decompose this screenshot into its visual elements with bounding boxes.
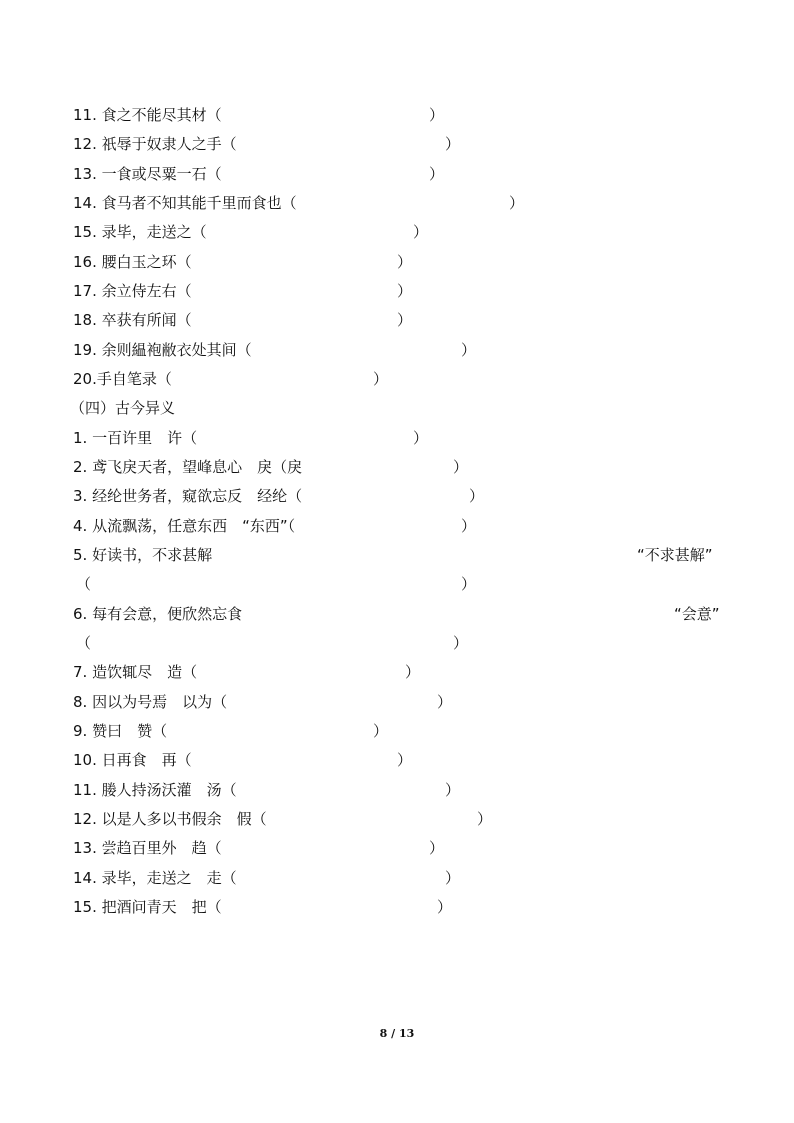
item-text: 15. 录毕，走送之（: [73, 223, 207, 241]
item-text: 14. 食马者不知其能千里而食也（: [73, 194, 297, 212]
item-open-paren: （: [76, 634, 92, 652]
item-close-paren: ）: [437, 898, 453, 916]
item-close-paren: ）: [461, 517, 477, 535]
item-close-paren: ）: [445, 869, 461, 887]
item-close-paren: ）: [429, 106, 445, 124]
item-text: 14. 录毕，走送之 走（: [73, 869, 237, 887]
item-close-paren: ）: [397, 282, 413, 300]
item-text: 11. 食之不能尽其材（: [73, 106, 222, 124]
item-text: 5. 好读书，不求甚解: [73, 546, 213, 564]
item-text: 6. 每有会意，便欣然忘食: [73, 605, 243, 623]
item-text: 4. 从流飘荡，任意东西 “东西”（: [73, 517, 296, 535]
item-text: 12. 以是人多以书假余 假（: [73, 810, 267, 828]
item-close-paren: ）: [445, 781, 461, 799]
item-text: 18. 卒获有所闻（: [73, 311, 192, 329]
item-text: 15. 把酒问青天 把（: [73, 898, 222, 916]
section-heading-text: （四）古今异义: [70, 399, 176, 417]
item-close-paren: ）: [453, 634, 469, 652]
item-close-paren: ）: [445, 135, 461, 153]
item-close-paren: ）: [469, 487, 485, 505]
item-text: 7. 造饮辄尽 造（: [73, 663, 198, 681]
item-close-paren: ）: [373, 370, 389, 388]
term-label: “不求甚解”: [637, 546, 713, 564]
item-close-paren: ）: [413, 429, 429, 447]
item-text: 19. 余则緼袍敝衣处其间（: [73, 341, 252, 359]
item-text: 8. 因以为号焉 以为（: [73, 693, 228, 711]
item-close-paren: ）: [453, 458, 469, 476]
item-text: 16. 腰白玉之环（: [73, 253, 192, 271]
item-text: 13. 一食或尽粟一石（: [73, 165, 222, 183]
item-text: 3. 经纶世务者，窥欲忘反 经纶（: [73, 487, 303, 505]
item-close-paren: ）: [429, 839, 445, 857]
item-text: 9. 赞曰 赞（: [73, 722, 168, 740]
item-close-paren: ）: [477, 810, 493, 828]
item-text: 17. 余立侍左右（: [73, 282, 192, 300]
item-text: 12. 祇辱于奴隶人之手（: [73, 135, 237, 153]
item-text: 20.手自笔录（: [73, 370, 172, 388]
item-text: 10. 日再食 再（: [73, 751, 192, 769]
item-open-paren: （: [76, 575, 92, 593]
item-close-paren: ）: [397, 311, 413, 329]
item-close-paren: ）: [373, 722, 389, 740]
item-text: 2. 鸢飞戾天者，望峰息心 戾（戾: [73, 458, 303, 476]
page-number: 8 / 13: [379, 1027, 415, 1040]
item-close-paren: ）: [437, 693, 453, 711]
item-text: 11. 媵人持汤沃灌 汤（: [73, 781, 237, 799]
item-close-paren: ）: [509, 194, 525, 212]
item-close-paren: ）: [405, 663, 421, 681]
item-close-paren: ）: [461, 575, 477, 593]
item-close-paren: ）: [413, 223, 429, 241]
item-close-paren: ）: [397, 253, 413, 271]
item-close-paren: ）: [461, 341, 477, 359]
item-text: 13. 尝趋百里外 趋（: [73, 839, 222, 857]
item-close-paren: ）: [429, 165, 445, 183]
term-label: “会意”: [674, 605, 720, 623]
item-text: 1. 一百许里 许（: [73, 429, 198, 447]
item-close-paren: ）: [397, 751, 413, 769]
